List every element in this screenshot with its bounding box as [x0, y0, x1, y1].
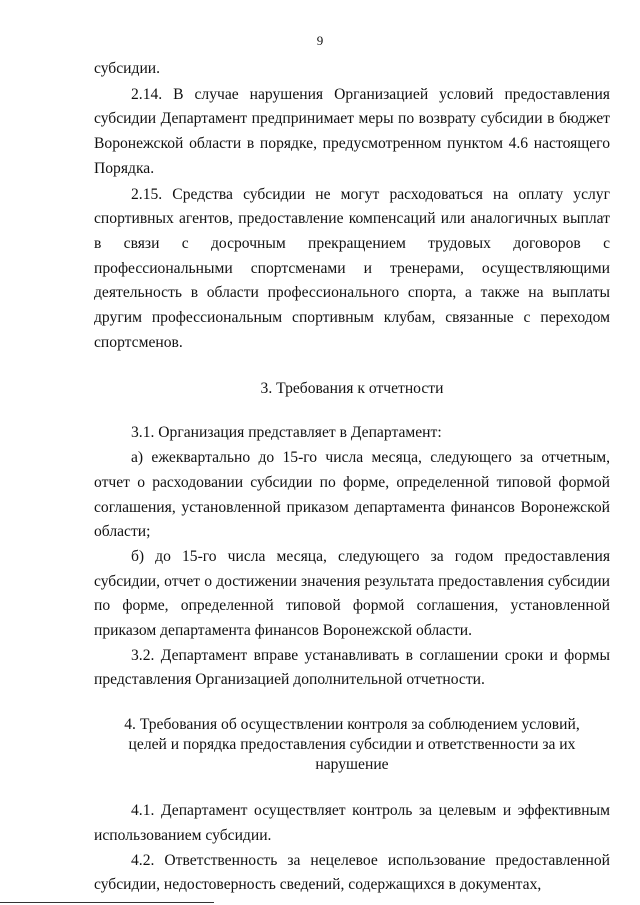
- section-4-heading-line-2: целей и порядка предоставления субсидии и ответственности за их нарушение: [128, 736, 576, 774]
- section-3-heading: 3. Требования к отчетности: [260, 380, 444, 398]
- paragraph-4-1: 4.1. Департамент осуществляет контроль за целевым и эффективным использованием субсидии.: [94, 802, 610, 844]
- paragraph-2-15: 2.15. Средства субсидии не могут расходоваться на оплату услуг спортивных агентов, предоставление компенсаций или аналогичных выплат в связи с досрочным прекращением трудовых договоров с профессиональными спортсменами и тренерами, осуществляющими деятельность в области профессионального спорта, а также на выплаты другим профессиональным спортивным клубам, связанные с переходом спортсменов.: [94, 185, 610, 351]
- paragraph-3-2: 3.2. Департамент вправе устанавливать в соглашении сроки и формы представления Организацией дополнительной отчетности.: [94, 646, 610, 689]
- section-4-heading-line-1: 4. Требования об осуществлении контроля за соблюдением условий,: [124, 716, 580, 734]
- page-number: 9: [316, 33, 324, 48]
- paragraph-3-1-b: б) до 15-го числа месяца, следующего за годом предоставления субсидии, отчет о достижении значения результата предоставления субсидии по форме, определенной типовой формой соглашения, установленной приказом департамента финансов Воронежской области.: [94, 547, 610, 640]
- footer-rule: [0, 902, 214, 903]
- paragraph-4-2: 4.2. Ответственность за нецелевое использование предоставленной субсидии, недостоверность сведений, содержащихся в документах,: [94, 851, 610, 894]
- paragraph-2-14: 2.14. В случае нарушения Организацией условий предоставления субсидии Департамент предпринимает меры по возврату субсидии в бюджет Воронежской области в порядке, предусмотренном пунктом 4.6 настоящего Порядка.: [94, 85, 610, 177]
- paragraph-3-1-a: а) ежеквартально до 15-го числа месяца, следующего за отчетным, отчет о расходовании субсидии по форме, определенной типовой формой соглашения, установленной приказом департамента финансов Воронежской области;: [94, 449, 610, 541]
- paragraph-continuation: субсидии.: [94, 60, 161, 77]
- document-body: [94, 57, 610, 898]
- section-4-heading: [94, 715, 610, 775]
- paragraph-3-1: 3.1. Организация представляет в Департамент:: [131, 424, 442, 442]
